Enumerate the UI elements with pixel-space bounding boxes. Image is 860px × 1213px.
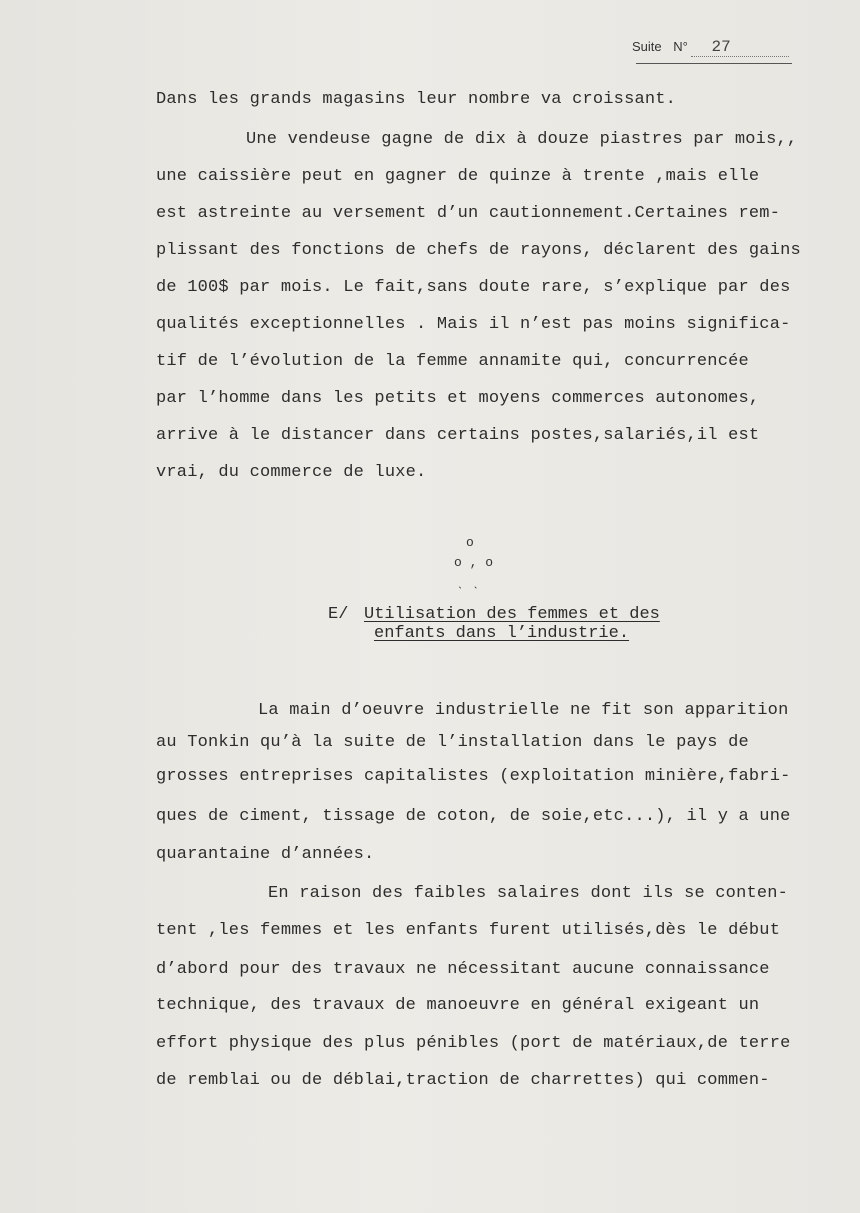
header-rule [636,63,792,64]
text-line: de remblai ou de déblai,traction de charrettes) qui commen- [156,1071,770,1090]
text-line: tif de l’évolution de la femme annamite qui, concurrencée [156,352,749,371]
text-line: Dans les grands magasins leur nombre va croissant. [156,90,677,109]
text-line: En raison des faibles salaires dont ils se conten- [268,884,789,903]
text-line: une caissière peut en gagner de quinze à trente ,mais elle [156,167,760,186]
text-line: est astreinte au versement d’un cautionnement.Certaines rem- [156,204,781,223]
ornament-row: ˎ ˎ [456,575,480,590]
text-line: technique, des travaux de manoeuvre en général exigeant un [156,996,760,1015]
text-line: ques de ciment, tissage de coton, de soie,etc...), il y a une [156,807,791,826]
text-line: La main d’oeuvre industrielle ne fit son apparition [258,701,789,720]
section-prefix: E/ [328,605,349,624]
text-line: d’abord pour des travaux ne nécessitant aucune connaissance [156,960,770,979]
text-line: au Tonkin qu’à la suite de l’installation dans le pays de [156,733,749,752]
text-line: arrive à le distancer dans certains postes,salariés,il est [156,426,760,445]
ornament-row: o , o [454,555,494,570]
text-line: plissant des fonctions de chefs de rayons, déclarent des gains [156,241,801,260]
text-line: qualités exceptionnelles . Mais il n’est pas moins significa- [156,315,791,334]
page-number: 27 [691,38,789,57]
ornament-row: o [466,535,474,550]
text-line: effort physique des plus pénibles (port de matériaux,de terre [156,1034,791,1053]
text-line: vrai, du commerce de luxe. [156,463,427,482]
text-line: quarantaine d’années. [156,845,375,864]
suite-label: Suite [632,39,662,54]
text-line: par l’homme dans les petits et moyens commerces autonomes, [156,389,760,408]
text-line: Une vendeuse gagne de dix à douze piastres par mois,, [246,130,798,149]
page-header [632,38,792,57]
section-title-line1: Utilisation des femmes et des [364,605,660,624]
text-line: grosses entreprises capitalistes (exploitation minière,fabri- [156,767,791,786]
text-line: de 100$ par mois. Le fait,sans doute rare, s’explique par des [156,278,791,297]
text-line: tent ,les femmes et les enfants furent utilisés,dès le début [156,921,781,940]
section-title-line2: enfants dans l’industrie. [374,624,630,643]
number-label: N° [673,39,688,54]
